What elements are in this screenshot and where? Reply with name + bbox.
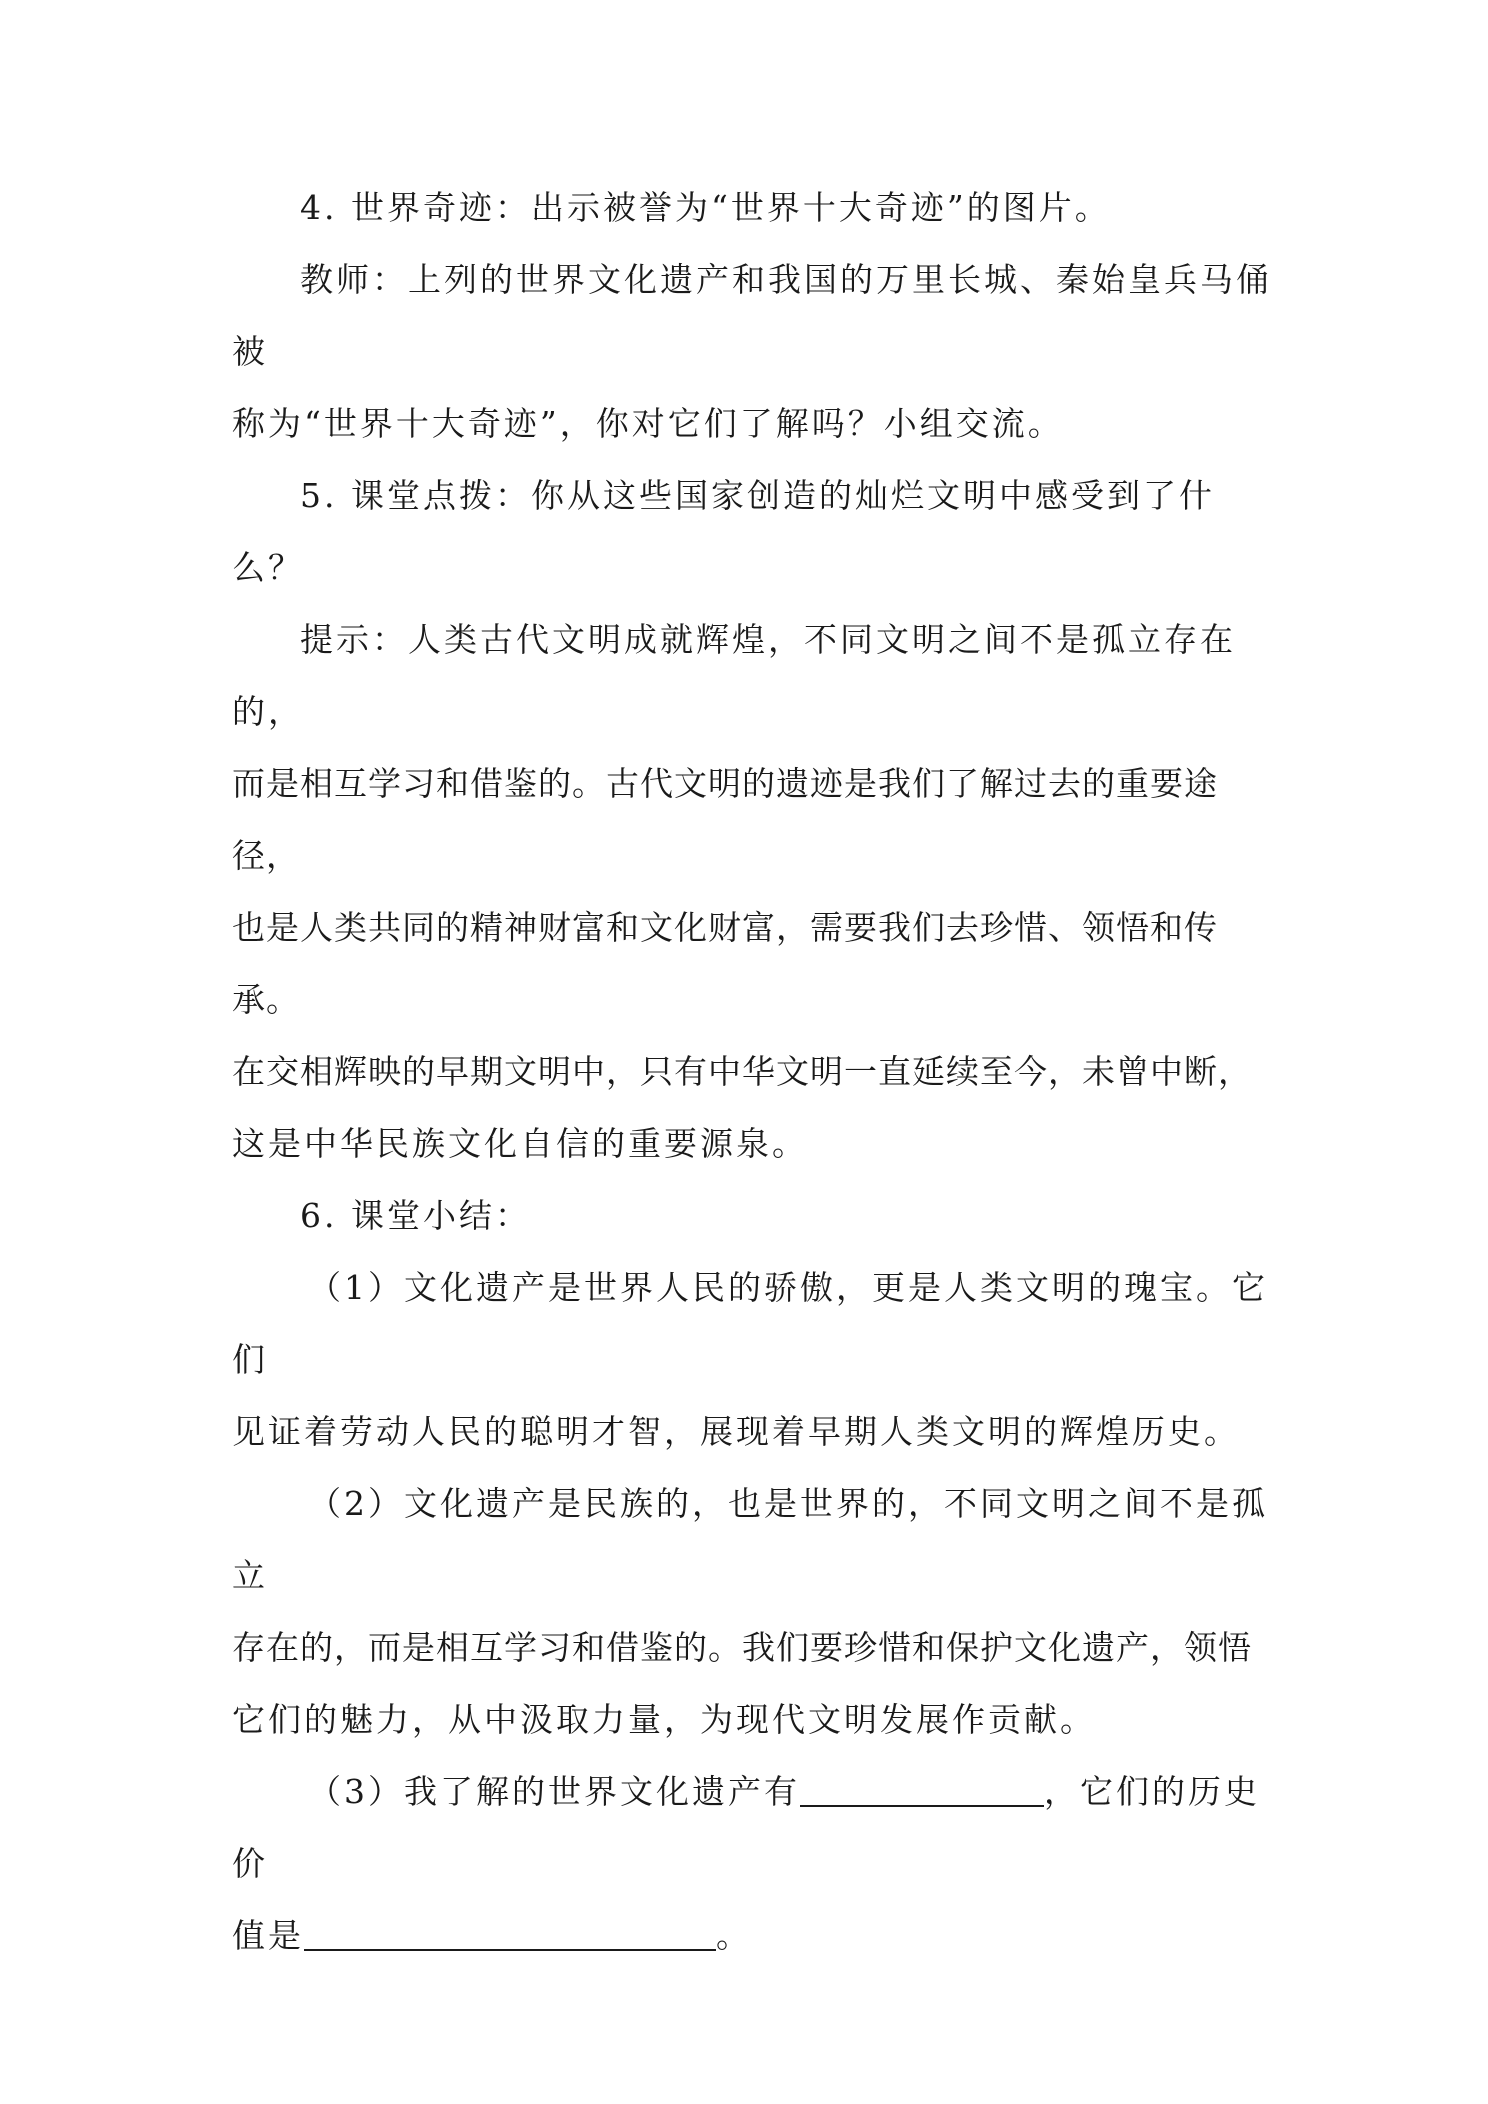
summary-3-part-1: （3）我了解的世界文化遗产有 [308, 1772, 800, 1811]
summary-3-part-3: 值是 [232, 1916, 304, 1955]
summary-2-line-2: 存在的，而是相互学习和借鉴的。我们要珍惜和保护文化遗产，领悟 [232, 1628, 1252, 1667]
fill-in-blank-value[interactable] [304, 1915, 716, 1951]
summary-3-part-4: 。 [716, 1916, 752, 1955]
summary-2-line-2-row [232, 1612, 1272, 1684]
summary-3-paragraph [232, 1756, 1272, 1900]
hint-line-5: 这是中华民族文化自信的重要源泉。 [232, 1124, 808, 1163]
hint-line-4: 在交相辉映的早期文明中，只有中华文明一直延续至今，未曾中断， [232, 1052, 1252, 1091]
hint-line-4-row [232, 1036, 1272, 1108]
item-5-text: 5. 课堂点拨：你从这些国家创造的灿烂文明中感受到了什么？ [232, 476, 1215, 587]
teacher-paragraph [232, 244, 1272, 388]
item-5-paragraph [232, 460, 1272, 604]
fill-in-blank-heritage[interactable] [800, 1771, 1044, 1807]
summary-3-part-2: ，它们的历史价 [232, 1772, 1260, 1883]
item-4-paragraph [232, 172, 1272, 244]
item-6-text: 6. 课堂小结： [300, 1196, 531, 1235]
hint-line-2: 而是相互学习和借鉴的。古代文明的遗迹是我们了解过去的重要途径， [232, 764, 1218, 875]
item-4-text: 4. 世界奇迹：出示被誉为“世界十大奇迹”的图片。 [300, 188, 1111, 227]
summary-2-line-1: （2）文化遗产是民族的，也是世界的，不同文明之间不是孤立 [232, 1484, 1268, 1595]
hint-line-2-row [232, 748, 1272, 892]
summary-1-paragraph [232, 1252, 1272, 1396]
summary-1-line-2: 见证着劳动人民的聪明才智，展现着早期人类文明的辉煌历史。 [232, 1412, 1240, 1451]
teacher-line-2: 称为“世界十大奇迹”，你对它们了解吗？小组交流。 [232, 404, 1064, 443]
teacher-paragraph-cont [232, 388, 1272, 460]
summary-1-line-1: （1）文化遗产是世界人民的骄傲，更是人类文明的瑰宝。它们 [232, 1268, 1268, 1379]
summary-2-line-3-row [232, 1684, 1272, 1756]
summary-3-cont [232, 1900, 1272, 1972]
hint-line-5-row [232, 1108, 1272, 1180]
hint-line-3: 也是人类共同的精神财富和文化财富，需要我们去珍惜、领悟和传承。 [232, 908, 1218, 1019]
item-6-paragraph [232, 1180, 1272, 1252]
document-body [232, 172, 1272, 1972]
hint-paragraph [232, 604, 1272, 748]
hint-line-1: 提示：人类古代文明成就辉煌，不同文明之间不是孤立存在的， [232, 620, 1236, 731]
summary-2-paragraph [232, 1468, 1272, 1612]
summary-2-line-3: 它们的魅力，从中汲取力量，为现代文明发展作贡献。 [232, 1700, 1096, 1739]
teacher-line-1: 教师：上列的世界文化遗产和我国的万里长城、秦始皇兵马俑被 [232, 260, 1272, 371]
summary-1-cont [232, 1396, 1272, 1468]
hint-line-3-row [232, 892, 1272, 1036]
